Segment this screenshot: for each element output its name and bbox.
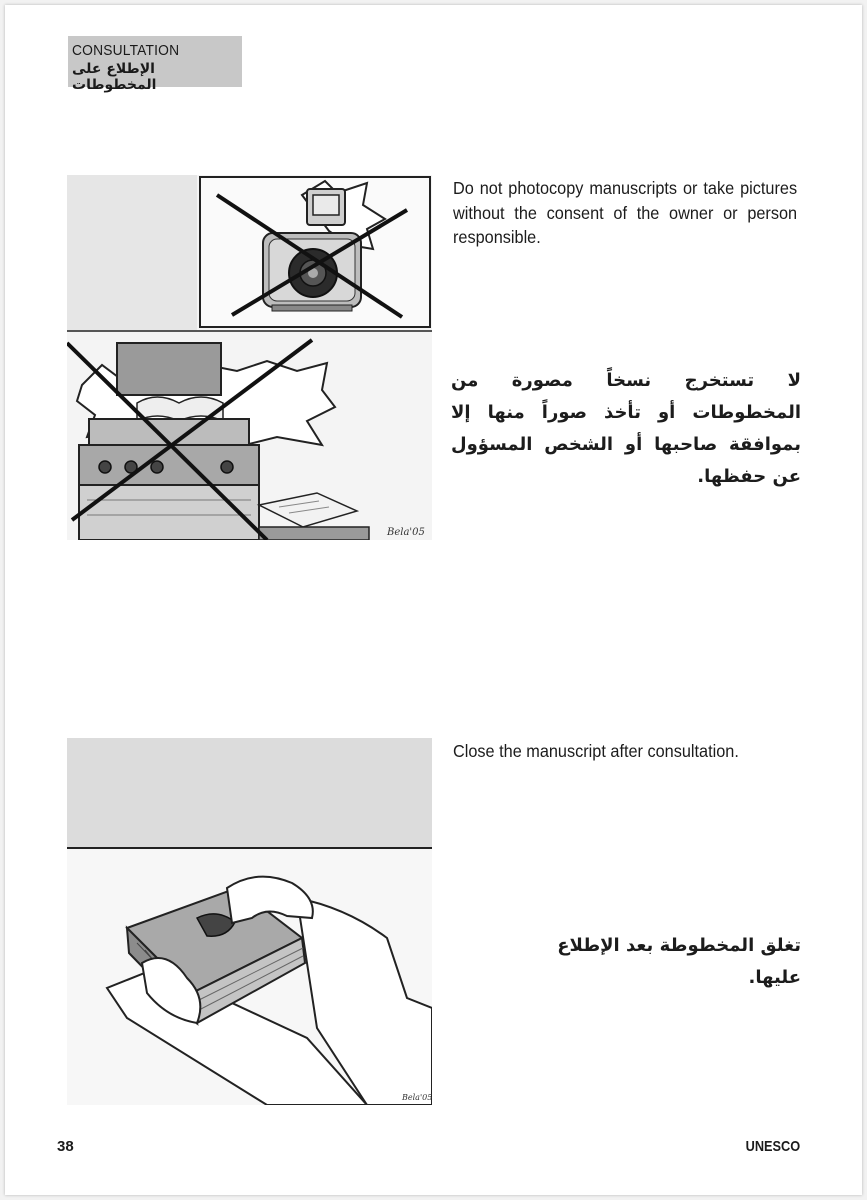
no-photocopy-no-camera-illustration — [67, 175, 432, 540]
rule-2-text-en: Close the manuscript after consultation. — [453, 741, 739, 761]
illustration-signature: Bela'05 — [387, 527, 425, 538]
rule-1-text-ar: لا تستخرج نسخاً مصورة من المخطوطات أو تأخذ صوراً منها إلا بموافقة صاحبها أو الشخص المسؤول عن حفظها. — [451, 370, 801, 487]
section-title-ar: الإطلاع على المخطوطات — [72, 61, 157, 93]
page-number: 38 — [57, 1138, 74, 1155]
section-title-en: CONSULTATION — [72, 42, 180, 59]
rule-1-text-en: Do not photocopy manuscripts or take pictures without the consent of the owner or person responsible. — [453, 178, 798, 247]
page — [5, 5, 862, 1195]
illustration-signature: Bela'05 — [402, 1093, 432, 1102]
section-header — [68, 36, 242, 93]
camera-icon — [200, 177, 430, 327]
closed-manuscript-in-hands-illustration — [67, 738, 432, 1105]
rule-2-text-ar: تغلق المخطوطة بعد الإطلاع عليها. — [557, 935, 801, 988]
publisher-name: UNESCO — [745, 1138, 800, 1155]
